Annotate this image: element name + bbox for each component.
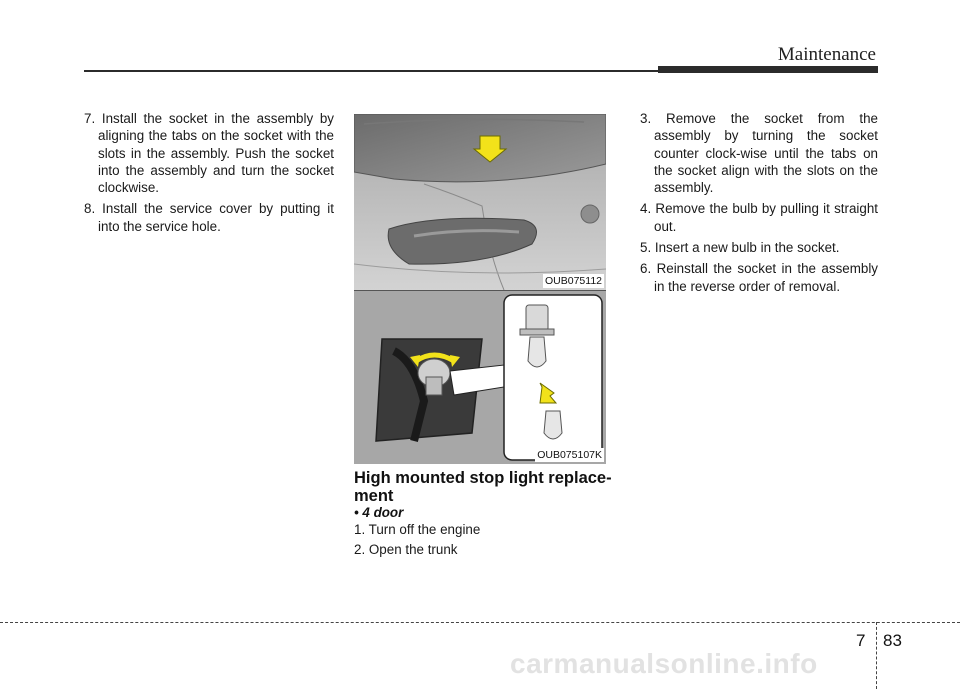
step-4: 4. Remove the bulb by pulling it straight out.: [640, 201, 878, 234]
section-title: Maintenance: [777, 44, 876, 65]
figure-car-rear: [354, 114, 606, 290]
header-rule-bold: [658, 66, 878, 73]
figure-code-label: OUB075112: [544, 275, 602, 287]
socket-bulb-illustration: [354, 291, 606, 464]
step-1: 1. Turn off the engine: [354, 522, 481, 537]
step-6: 6. Reinstall the socket in the assembly in the reverse order of removal.: [640, 261, 878, 294]
step-3: 3. Remove the socket from the assembly by turning the socket counter clock-wise until the tabs on the socket align with the slots on the assembly.: [640, 111, 878, 196]
watermark: carmanualsonline.info: [510, 648, 818, 679]
chapter-number: 7: [856, 631, 866, 650]
figure-code-label: OUB075107K: [537, 449, 602, 461]
column-middle-steps: [354, 521, 606, 562]
step-8: 8. Install the service cover by putting it into the service hole.: [84, 201, 334, 234]
step-5: 5. Insert a new bulb in the socket.: [640, 240, 840, 256]
footer-rule: [0, 622, 960, 623]
header-rule: [84, 70, 664, 72]
footer-divider: [876, 622, 877, 689]
step-7: 7. Install the socket in the assembly by aligning the tabs on the socket with the slots in the assembly. Push the socket into the assembly and turn the socket clockwise.: [84, 111, 334, 196]
step-2: 2. Open the trunk: [354, 542, 458, 558]
figure-socket-detail: [354, 290, 606, 464]
column-right: [640, 110, 878, 299]
column-left: [84, 110, 334, 239]
variant-label: • 4 door: [354, 505, 404, 520]
page-number: 83: [883, 631, 902, 650]
car-rear-illustration: [354, 114, 606, 290]
section-heading: High mounted stop light replace-ment: [354, 469, 612, 505]
